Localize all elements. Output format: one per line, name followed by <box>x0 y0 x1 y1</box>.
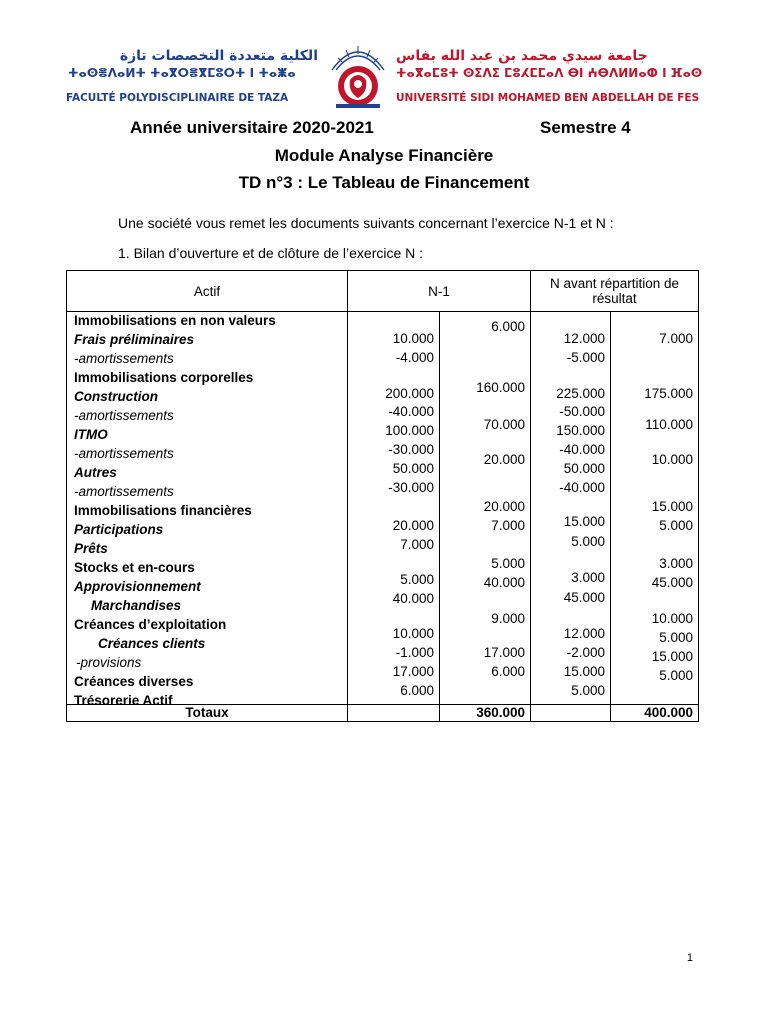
n-brut-value: 150.000 <box>556 423 606 438</box>
table-header-row <box>67 271 699 312</box>
header-n1: N-1 <box>348 271 531 312</box>
n-net-value: 3.000 <box>659 556 694 571</box>
n-brut-value: 3.000 <box>571 570 606 585</box>
n1-brut-value: 100.000 <box>385 423 434 438</box>
n1-brut-value: 5.000 <box>400 572 434 587</box>
label-construction: Construction <box>74 389 158 404</box>
faculty-tifinagh-name: ⵜⴰⵙⴻⴷⴰⵍⵜ ⵜⴰⴳⵔⴻⴳⵎⵓⵔⵜ ⵏ ⵜⴰⵥⴰ <box>68 66 296 80</box>
header-n-line2: résultat <box>592 291 637 306</box>
n1-net-value: 17.000 <box>483 645 526 660</box>
label-immob-corporelles: Immobilisations corporelles <box>74 370 254 385</box>
label-itmo: ITMO <box>74 427 108 442</box>
n-net-value: 7.000 <box>659 331 694 346</box>
n-brut-value: -2.000 <box>566 645 606 660</box>
totals-n: 400.000 <box>611 705 699 722</box>
totals-n1: 360.000 <box>440 705 531 722</box>
label-amortissements: -amortissements <box>74 484 174 499</box>
n-brut-value: 12.000 <box>563 331 606 346</box>
table-body-row <box>67 312 699 705</box>
totals-empty <box>531 705 611 722</box>
n-net-value: 15.000 <box>651 499 694 514</box>
n1-brut-cell <box>348 312 440 705</box>
intro-text: Une société vous remet les documents suivants concernant l’exercice N-1 et N : <box>118 215 614 231</box>
semester: Semestre 4 <box>540 118 631 137</box>
n1-net-value: 7.000 <box>491 518 526 533</box>
academic-year: Année universitaire 2020-2021 <box>130 118 374 137</box>
n1-brut-value: 10.000 <box>392 626 434 641</box>
n-net-value: 175.000 <box>644 386 694 401</box>
label-creances-clients: Créances clients <box>98 636 206 651</box>
n1-brut-value: 20.000 <box>392 518 434 533</box>
n-brut-value: 225.000 <box>556 386 606 401</box>
td-title: TD n°3 : Le Tableau de Financement <box>238 173 530 192</box>
label-participations: Participations <box>74 522 164 537</box>
n1-brut-value: 40.000 <box>392 591 434 606</box>
module-title: Module Analyse Financière <box>274 146 494 165</box>
label-approvisionnement: Approvisionnement <box>74 579 201 594</box>
n1-net-value: 70.000 <box>483 417 526 432</box>
n-brut-value: 15.000 <box>563 664 606 679</box>
n1-net-value: 20.000 <box>483 452 526 467</box>
n-net-value: 5.000 <box>659 518 694 533</box>
n-net-value: 10.000 <box>651 452 694 467</box>
n1-net-value: 40.000 <box>483 575 526 590</box>
n1-net-value: 160.000 <box>476 380 526 395</box>
n-brut-value: 12.000 <box>563 626 606 641</box>
university-arabic-name: جامعة سيدي محمد بن عبد الله بفاس <box>396 48 648 64</box>
n-brut-value: -40.000 <box>559 480 606 495</box>
label-prets: Prêts <box>74 541 108 556</box>
n1-net-value: 9.000 <box>491 611 526 626</box>
bilan-table <box>66 270 699 722</box>
label-amortissements: -amortissements <box>74 351 174 366</box>
page-number: 1 <box>686 952 693 964</box>
n-brut-value: 5.000 <box>571 534 606 549</box>
n-net-value: 15.000 <box>651 649 694 664</box>
header-n <box>531 271 699 312</box>
label-provisions: -provisions <box>76 655 142 670</box>
label-creances-diverses: Créances diverses <box>74 674 194 689</box>
n1-net-value: 6.000 <box>491 664 526 679</box>
n1-brut-value: 7.000 <box>400 537 434 552</box>
labels-cell <box>67 312 348 708</box>
n-brut-value: -40.000 <box>559 442 606 457</box>
label-creances-exploitation: Créances d’exploitation <box>74 617 227 632</box>
n-net-cell <box>611 312 699 705</box>
n-brut-value: 50.000 <box>563 461 606 476</box>
n-brut-cell <box>531 312 611 705</box>
label-immob-non-valeurs: Immobilisations en non valeurs <box>74 313 276 328</box>
label-marchandises: Marchandises <box>91 598 182 613</box>
n1-brut-value: 6.000 <box>400 683 434 698</box>
n-net-value: 45.000 <box>651 575 694 590</box>
university-french-name: UNIVERSITÉ SIDI MOHAMED BEN ABDELLAH DE FES <box>396 92 700 104</box>
n-brut-value: 5.000 <box>571 683 606 698</box>
n-brut-value: -5.000 <box>566 350 606 365</box>
label-amortissements: -amortissements <box>74 446 174 461</box>
totals-label: Totaux <box>67 705 348 722</box>
n1-brut-value: -40.000 <box>388 404 434 419</box>
header-n-line1: N avant répartition de <box>549 276 680 291</box>
n1-net-value: 5.000 <box>491 556 526 571</box>
totals-empty <box>348 705 440 722</box>
n1-net-value: 20.000 <box>483 499 526 514</box>
n1-net-value: 6.000 <box>491 319 526 334</box>
n1-brut-value: -30.000 <box>388 442 434 457</box>
label-tresorerie-actif: Trésorerie Actif <box>74 693 173 708</box>
n1-brut-value: -1.000 <box>395 645 434 660</box>
n1-brut-value: 50.000 <box>392 461 434 476</box>
n-net-value: 110.000 <box>645 417 694 432</box>
faculty-arabic-name: الكلية متعددة التخصصات تازة <box>119 48 318 64</box>
university-emblem-logo <box>326 40 390 112</box>
header-actif: Actif <box>67 271 348 312</box>
n-net-value: 5.000 <box>659 668 694 683</box>
n-net-value: 5.000 <box>659 630 694 645</box>
n-brut-value: 15.000 <box>563 514 606 529</box>
n1-net-cell <box>440 312 531 705</box>
n1-brut-value: -4.000 <box>395 350 434 365</box>
n1-brut-value: 200.000 <box>385 386 434 401</box>
n1-brut-value: -30.000 <box>388 480 434 495</box>
label-immob-financieres: Immobilisations financières <box>74 503 252 518</box>
n-brut-value: 45.000 <box>563 590 606 605</box>
label-autres: Autres <box>74 465 117 480</box>
faculty-french-name: FACULTÉ POLYDISCIPLINAIRE DE TAZA <box>66 92 289 104</box>
n-net-value: 10.000 <box>651 611 694 626</box>
label-amortissements: -amortissements <box>74 408 174 423</box>
label-frais-preliminaires: Frais préliminaires <box>74 332 195 347</box>
list-item-1: 1. Bilan d’ouverture et de clôture de l’exercice N : <box>118 245 424 261</box>
university-tifinagh-name: ⵜⴰⴳⴰⵎⵓⵜ ⵙⵉⴷⵉ ⵎⵓⵃⵎⵎⴰⴷ ⴱⵏ ⵄⴱⴷⵍⵍⴰⵀ ⵏ ⴼⴰⵙ <box>396 66 703 80</box>
n-brut-value: -50.000 <box>559 404 606 419</box>
n1-brut-value: 10.000 <box>392 331 434 346</box>
label-stocks: Stocks et en-cours <box>74 560 195 575</box>
n1-brut-value: 17.000 <box>392 664 434 679</box>
